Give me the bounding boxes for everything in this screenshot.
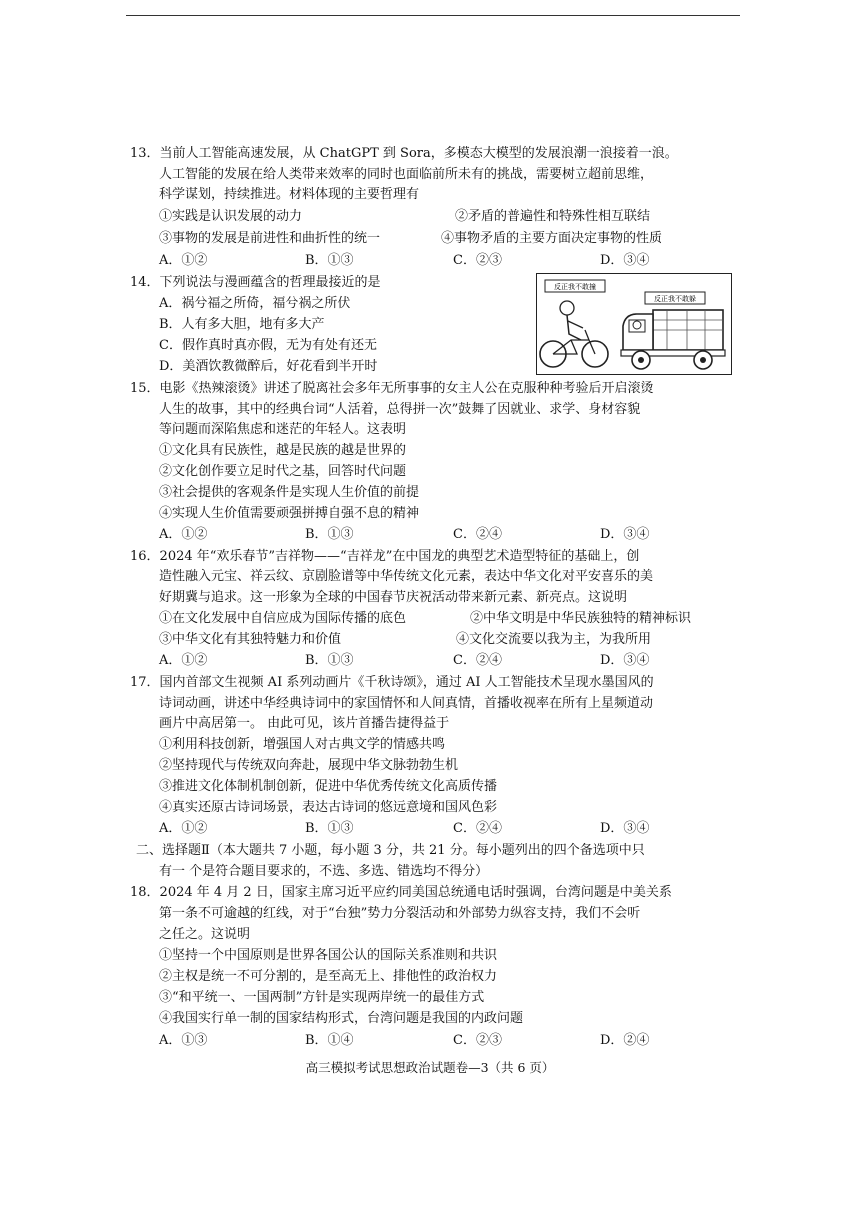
q13-line-2: 人工智能的发展在给人类带来效率的同时也面临前所未有的挑战，需要树立超前思维， [159,167,654,182]
q14-cartoon [536,273,732,375]
q15-line-1: 15．电影《热辣滚烫》讲述了脱离社会多年无所事事的女主人公在克服种种考验后开启滚烫 [130,381,654,396]
top-rule [126,15,740,16]
q16-statement-4: ④文化交流要以我为主，为我所用 [456,632,652,647]
q17-statement-1: ①利用科技创新，增强国人对古典文学的情感共鸣 [159,737,446,752]
q13-statement-2: ②矛盾的普遍性和特殊性相互联结 [455,209,651,224]
q15-statement-4: ④实现人生价值需要顽强拼搏自强不息的精神 [159,506,420,521]
q18-statement-4: ④我国实行单一制的国家结构形式，台湾问题是我国的内政问题 [159,1011,524,1026]
q13-line-3: 科学谋划，持续推进。材料体现的主要哲理有 [159,187,420,202]
q15-choice-a[interactable]: A．①② [159,527,208,542]
q13-choice-d[interactable]: D．③④ [600,253,650,268]
q15-choice-d[interactable]: D．③④ [600,527,650,542]
q14-stem: 14．下列说法与漫画蕴含的哲理最接近的是 [130,275,381,290]
q13-choice-b[interactable]: B．①③ [305,253,354,268]
q15-statement-1: ①文化具有民族性，越是民族的越是世界的 [159,443,407,458]
q16-line-2: 造性融入元宝、祥云纹、京剧脸谱等中华传统文化元素，表达中华文化对平安喜乐的美 [159,569,654,584]
q13-statement-3: ③事物的发展是前进性和曲折性的统一 [159,231,381,246]
q18-choice-d[interactable]: D．②④ [600,1033,650,1048]
q13-statement-1: ①实践是认识发展的动力 [159,209,303,224]
q16-line-3: 好期冀与追求。这一形象为全球的中国春节庆祝活动带来新元素、新亮点。这说明 [159,590,628,605]
q17-statement-3: ③推进文化体制机制创新，促进中华优秀传统文化高质传播 [159,779,498,794]
q18-line-1: 18．2024 年 4 月 2 日，国家主席习近平应约同美国总统通电话时强调，台湾问题是中美关系 [130,885,672,900]
q13-line-1: 13．当前人工智能高速发展，从 ChatGPT 到 Sora，多模态大模型的发展浪潮一浪接着一浪。 [130,146,678,161]
q17-line-1: 17．国内首部文生视频 AI 系列动画片《千秋诗颂》，通过 AI 人工智能技术呈现水墨国风的 [130,675,654,690]
q18-choice-c[interactable]: C．②③ [453,1033,502,1048]
q14-choice-a[interactable]: A．祸兮福之所倚，福兮祸之所伏 [159,296,351,311]
q17-choice-d[interactable]: D．③④ [600,821,650,836]
section2-header-line-1: 二、选择题Ⅱ（本大题共 7 小题，每小题 3 分，共 21 分。每小题列出的四个备选项中只 [136,843,645,858]
q18-statement-2: ②主权是统一不可分割的，是至高无上、排他性的政治权力 [159,969,498,984]
q16-statement-2: ②中华文明是中华民族独特的精神标识 [470,611,692,626]
q15-statement-3: ③社会提供的客观条件是实现人生价值的前提 [159,485,420,500]
q16-line-1: 16．2024 年“欢乐春节”吉祥物——“吉祥龙”在中国龙的典型艺术造型特征的基础上，创 [130,549,640,564]
page-footer: 高三模拟考试思想政治试题卷—3（共 6 页） [305,1060,555,1075]
q18-choice-a[interactable]: A．①③ [159,1033,208,1048]
q17-choice-b[interactable]: B．①③ [305,821,354,836]
q16-choice-c[interactable]: C．②④ [453,653,502,668]
q18-line-2: 第一条不可逾越的红线，对于“台独”势力分裂活动和外部势力纵容支持，我们不会听 [159,906,641,921]
q15-choice-b[interactable]: B．①③ [305,527,354,542]
section2-header-line-2: 有一 个是符合题目要求的，不选、多选、错选均不得分） [159,864,489,879]
q16-statement-1: ①在文化发展中自信应成为国际传播的底色 [159,611,407,626]
q15-line-3: 等问题而深陷焦虑和迷茫的年轻人。这表明 [159,422,407,437]
q17-choice-a[interactable]: A．①② [159,821,208,836]
cartoon-label-right: 反正我不敢躲 [654,295,696,303]
q17-line-3: 画片中高居第一。 由此可见，该片首播告捷得益于 [159,716,450,731]
q13-statement-4: ④事物矛盾的主要方面决定事物的性质 [441,231,663,246]
q18-choice-b[interactable]: B．①④ [305,1033,354,1048]
q17-choice-c[interactable]: C．②④ [453,821,502,836]
q15-line-2: 人生的故事，其中的经典台词“人活着，总得拼一次”鼓舞了因就业、求学、身材容貌 [159,402,641,417]
q15-choice-c[interactable]: C．②④ [453,527,502,542]
q13-choice-c[interactable]: C．②③ [453,253,502,268]
q16-statement-3: ③中华文化有其独特魅力和价值 [159,632,342,647]
q17-statement-4: ④真实还原古诗词场景，表达古诗词的悠远意境和国风色彩 [159,800,498,815]
q18-statement-1: ①坚持一个中国原则是世界各国公认的国际关系准则和共识 [159,948,498,963]
q14-choice-c[interactable]: C．假作真时真亦假，无为有处有还无 [159,338,377,353]
q16-choice-a[interactable]: A．①② [159,653,208,668]
q18-statement-3: ③“和平统一、一国两制”方针是实现两岸统一的最佳方式 [159,990,485,1005]
cartoon-drawing [537,274,731,374]
q17-line-2: 诗词动画，讲述中华经典诗词中的家国情怀和人间真情，首播收视率在所有上星频道动 [159,696,654,711]
q16-choice-b[interactable]: B．①③ [305,653,354,668]
q15-statement-2: ②文化创作要立足时代之基，回答时代问题 [159,464,407,479]
cartoon-label-left: 反正我不敢撞 [554,283,596,291]
q13-choice-a[interactable]: A．①② [159,253,208,268]
q14-choice-d[interactable]: D．美酒饮教微醉后，好花看到半开时 [159,359,378,374]
q17-statement-2: ②坚持现代与传统双向奔赴，展现中华文脉勃勃生机 [159,758,459,773]
q18-line-3: 之任之。这说明 [159,927,251,942]
q14-choice-b[interactable]: B．人有多大胆，地有多大产 [159,317,325,332]
q16-choice-d[interactable]: D．③④ [600,653,650,668]
